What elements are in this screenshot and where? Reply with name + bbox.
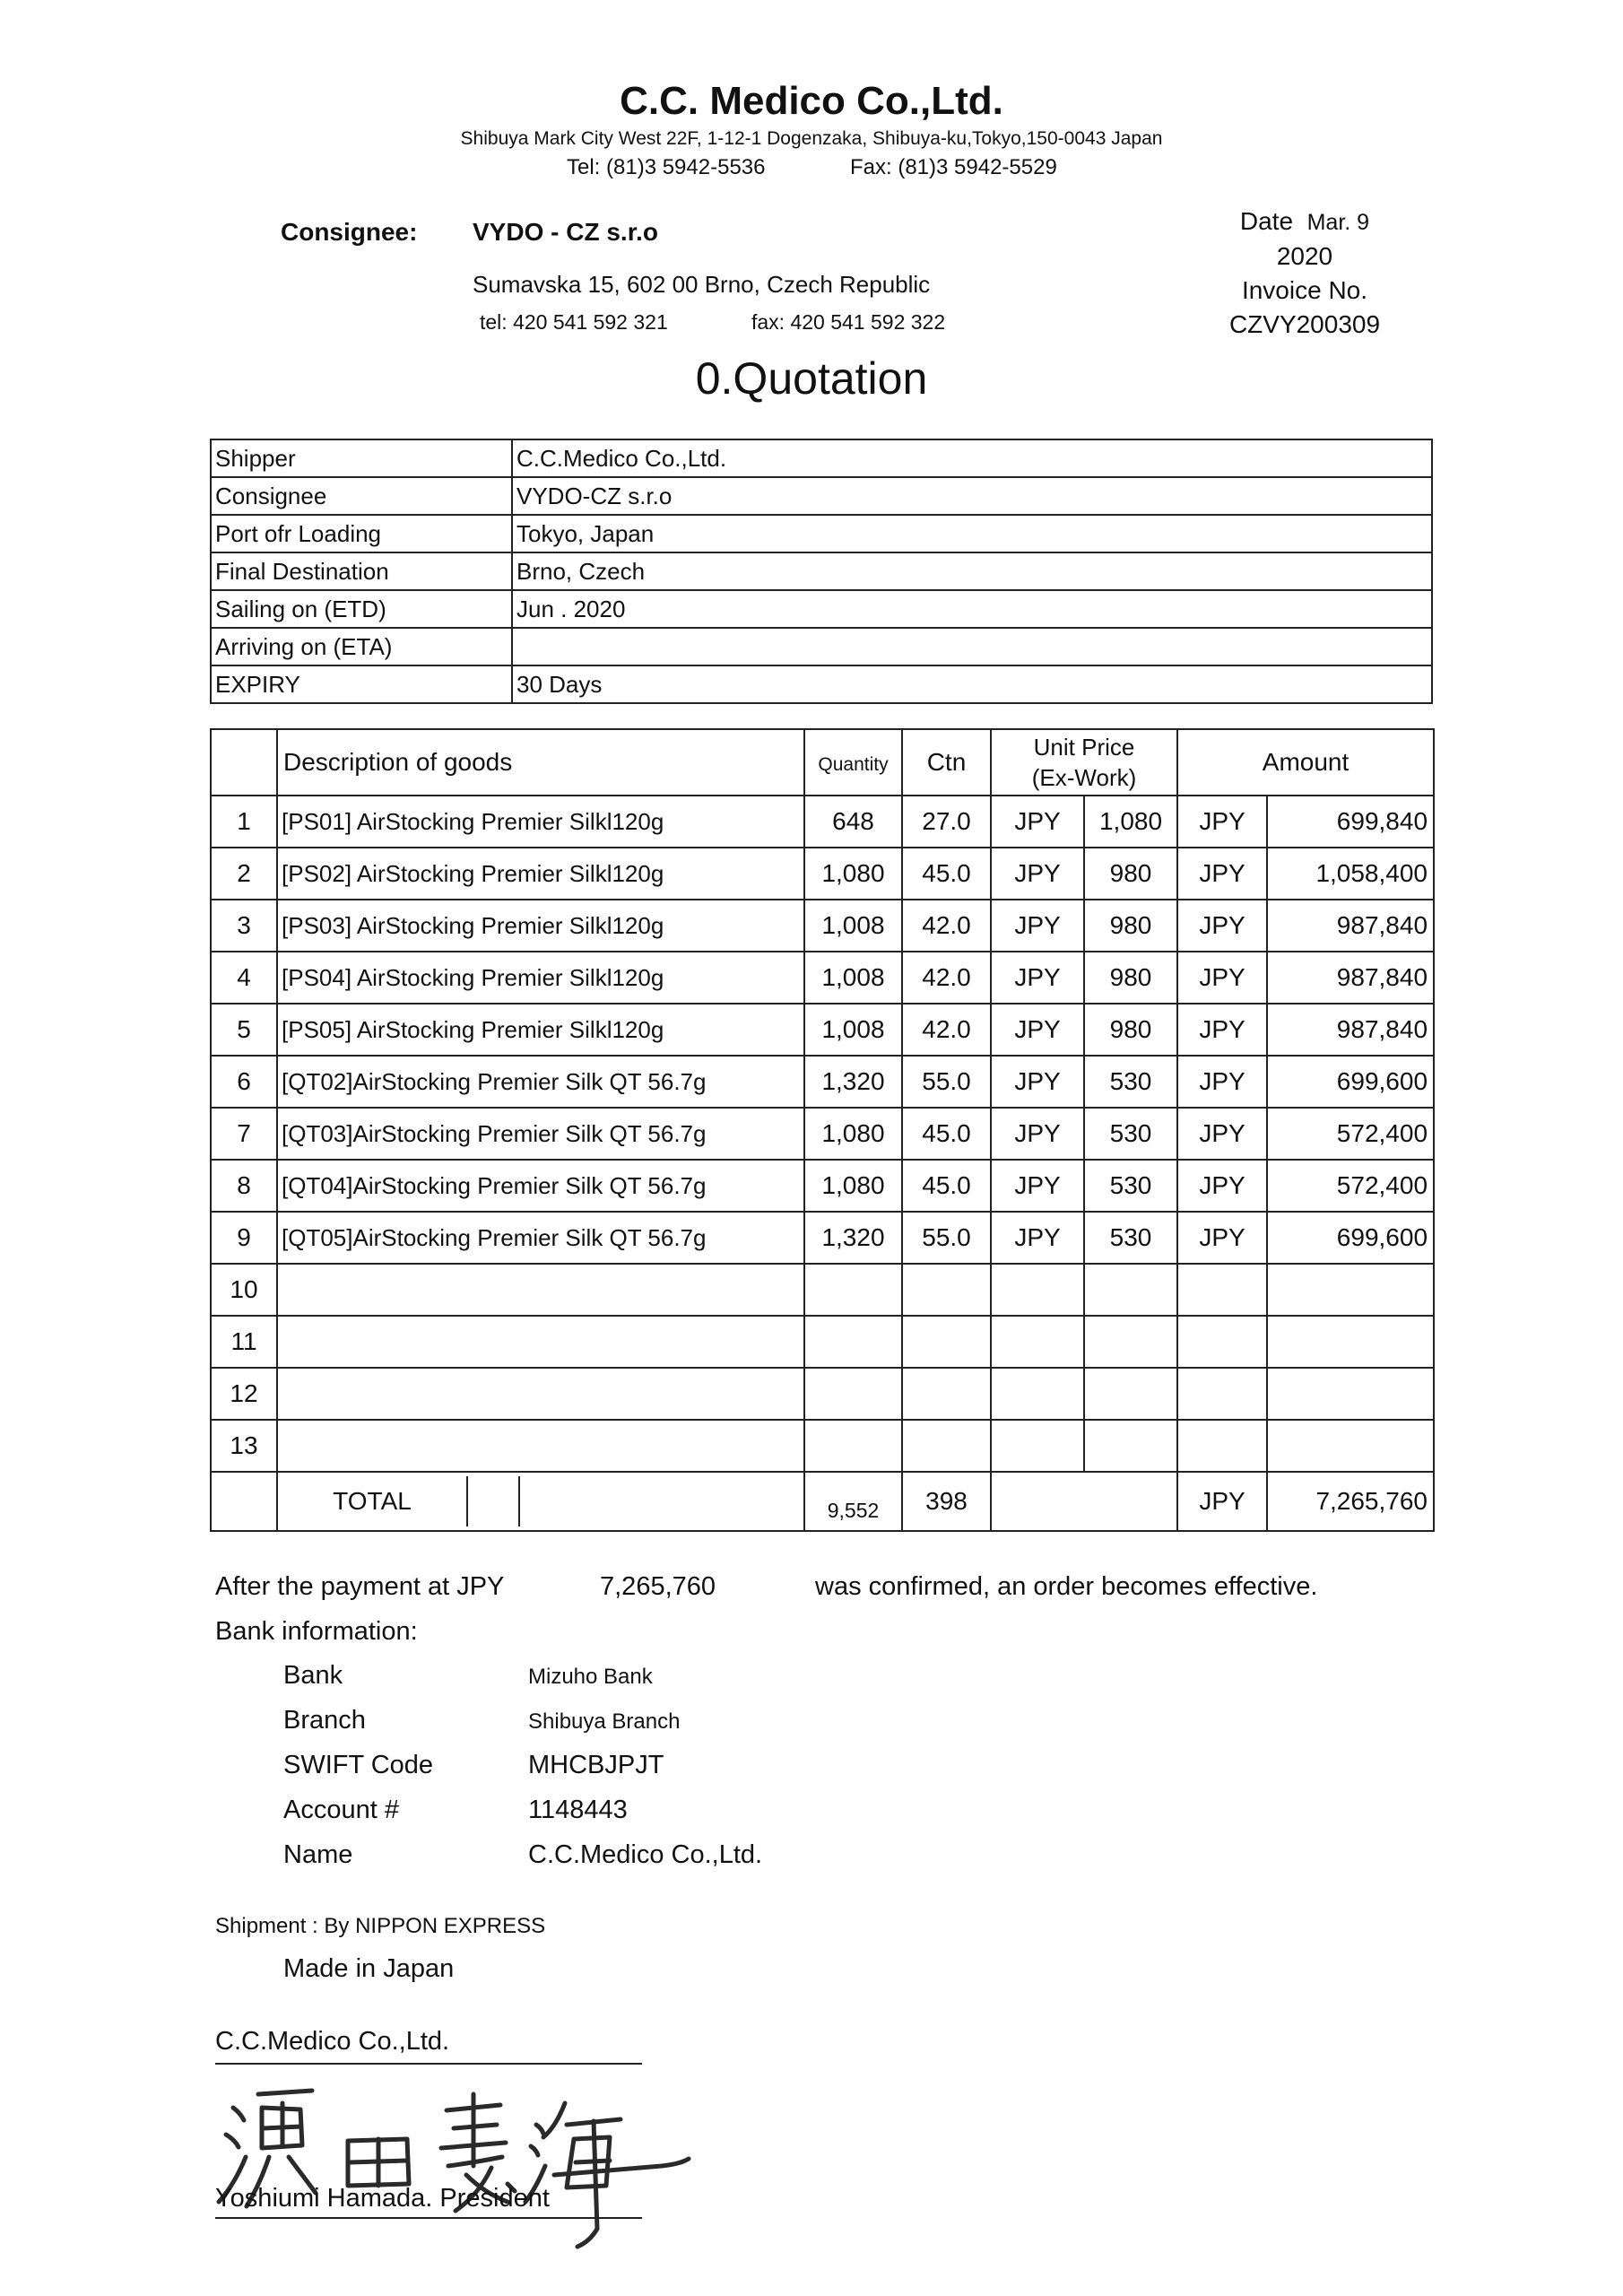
- payment-amount: 7,265,760: [600, 1572, 716, 1601]
- signature-rule: [215, 2063, 642, 2065]
- goods-row: [211, 900, 1434, 952]
- bank-value-name: C.C.Medico Co.,Ltd.: [528, 1840, 763, 1869]
- item-amount-currency: [1177, 1264, 1267, 1316]
- item-amount-currency: JPY: [1177, 900, 1267, 952]
- item-description: [QT05]AirStocking Premier Silk QT 56.7g: [277, 1212, 804, 1264]
- goods-row: [211, 1108, 1434, 1160]
- goods-header-row: [211, 729, 1434, 796]
- bank-value-swift: MHCBJPJT: [528, 1751, 664, 1779]
- total-label-cell: [277, 1472, 804, 1531]
- item-amount: 699,600: [1267, 1056, 1434, 1108]
- item-quantity: 1,008: [804, 1004, 902, 1056]
- shipment-line: Shipment : By NIPPON EXPRESS: [215, 1914, 546, 1938]
- item-description: [QT04]AirStocking Premier Silk QT 56.7g: [277, 1160, 804, 1212]
- row-number: 13: [211, 1420, 277, 1472]
- bank-value-branch: Shibuya Branch: [528, 1709, 681, 1734]
- shipping-value: Jun . 2020: [512, 590, 1432, 628]
- item-quantity: 1,320: [804, 1056, 902, 1108]
- header-ctn: Ctn: [902, 729, 991, 796]
- payment-prefix: After the payment at JPY: [215, 1572, 505, 1601]
- item-amount-currency: [1177, 1368, 1267, 1420]
- origin-line: Made in Japan: [283, 1954, 455, 1983]
- total-spacer: [520, 1476, 803, 1526]
- goods-row: [211, 1056, 1434, 1108]
- item-unit-price: 1,080: [1084, 796, 1177, 848]
- row-number: 11: [211, 1316, 277, 1368]
- signature-company: C.C.Medico Co.,Ltd.: [215, 2027, 450, 2056]
- invoice-label: Invoice No.: [1241, 276, 1368, 304]
- item-quantity: 1,080: [804, 1160, 902, 1212]
- signer-name: Yoshiumi Hamada. President: [215, 2184, 550, 2213]
- bank-heading: Bank information:: [215, 1617, 418, 1646]
- item-amount-currency: JPY: [1177, 1056, 1267, 1108]
- item-quantity: [804, 1316, 902, 1368]
- payment-suffix: was confirmed, an order becomes effective.: [815, 1572, 1318, 1601]
- item-price-currency: JPY: [991, 900, 1084, 952]
- item-ctn: [902, 1420, 991, 1472]
- item-amount: [1267, 1264, 1434, 1316]
- row-number: 1: [211, 796, 277, 848]
- bank-label-bank: Bank: [283, 1661, 343, 1690]
- shipping-value: 30 Days: [512, 665, 1432, 703]
- item-amount: 987,840: [1267, 900, 1434, 952]
- handwritten-signature: [206, 2067, 708, 2256]
- item-amount: [1267, 1316, 1434, 1368]
- item-ctn: 42.0: [902, 952, 991, 1004]
- item-amount: 987,840: [1267, 952, 1434, 1004]
- goods-row: [211, 1212, 1434, 1264]
- item-ctn: 42.0: [902, 1004, 991, 1056]
- item-quantity: 1,008: [804, 952, 902, 1004]
- date-block: [1202, 204, 1408, 342]
- item-price-currency: [991, 1420, 1084, 1472]
- item-amount-currency: JPY: [1177, 1212, 1267, 1264]
- signature-rule: [215, 2217, 642, 2219]
- item-unit-price: [1084, 1420, 1177, 1472]
- item-unit-price: [1084, 1316, 1177, 1368]
- item-unit-price: 980: [1084, 848, 1177, 900]
- item-amount: 987,840: [1267, 1004, 1434, 1056]
- goods-row: [211, 796, 1434, 848]
- item-price-currency: JPY: [991, 1108, 1084, 1160]
- shipping-label: Shipper: [211, 439, 512, 477]
- item-unit-price: 980: [1084, 900, 1177, 952]
- goods-row: [211, 1004, 1434, 1056]
- header-unit-price-line2: (Ex-Work): [1031, 764, 1137, 791]
- date-label: Date: [1239, 207, 1294, 235]
- item-ctn: 45.0: [902, 848, 991, 900]
- goods-body: [211, 796, 1434, 1472]
- item-ctn: 45.0: [902, 1160, 991, 1212]
- item-unit-price: [1084, 1368, 1177, 1420]
- item-unit-price: 980: [1084, 952, 1177, 1004]
- header-unit-price: [991, 729, 1177, 796]
- item-quantity: 1,080: [804, 848, 902, 900]
- item-price-currency: JPY: [991, 1004, 1084, 1056]
- item-unit-price: 530: [1084, 1056, 1177, 1108]
- item-description: [277, 1368, 804, 1420]
- shipping-row: [211, 477, 1432, 515]
- item-description: [PS01] AirStocking Premier Silkl120g: [277, 796, 804, 848]
- header-quantity-label: Quantity: [818, 754, 889, 775]
- shipping-value: Tokyo, Japan: [512, 515, 1432, 552]
- bank-label-branch: Branch: [283, 1706, 366, 1735]
- bank-value-account: 1148443: [528, 1796, 628, 1824]
- total-blank: [211, 1472, 277, 1531]
- item-amount-currency: JPY: [1177, 1004, 1267, 1056]
- bank-label-account: Account #: [283, 1796, 399, 1824]
- shipping-value: C.C.Medico Co.,Ltd.: [512, 439, 1432, 477]
- consignee-fax: fax: 420 541 592 322: [751, 310, 946, 334]
- item-unit-price: 530: [1084, 1160, 1177, 1212]
- item-price-currency: JPY: [991, 1212, 1084, 1264]
- item-amount-currency: JPY: [1177, 952, 1267, 1004]
- total-spacer: [468, 1476, 520, 1526]
- item-amount-currency: JPY: [1177, 1160, 1267, 1212]
- shipping-value: [512, 628, 1432, 665]
- item-unit-price: [1084, 1264, 1177, 1316]
- item-ctn: [902, 1264, 991, 1316]
- consignee-address: Sumavska 15, 602 00 Brno, Czech Republic: [473, 271, 931, 298]
- item-price-currency: JPY: [991, 1056, 1084, 1108]
- invoice-number: CZVY200309: [1228, 310, 1381, 338]
- row-number: 3: [211, 900, 277, 952]
- item-amount-currency: JPY: [1177, 1108, 1267, 1160]
- item-price-currency: JPY: [991, 1160, 1084, 1212]
- goods-row: [211, 848, 1434, 900]
- item-ctn: 27.0: [902, 796, 991, 848]
- company-fax: Fax: (81)3 5942-5529: [850, 155, 1057, 179]
- item-price-currency: [991, 1316, 1084, 1368]
- consignee-tel: tel: 420 541 592 321: [480, 310, 668, 334]
- total-quantity: 9,552: [804, 1472, 902, 1531]
- item-quantity: [804, 1264, 902, 1316]
- item-description: [PS02] AirStocking Premier Silkl120g: [277, 848, 804, 900]
- item-amount-currency: [1177, 1316, 1267, 1368]
- item-ctn: 55.0: [902, 1212, 991, 1264]
- row-number: 4: [211, 952, 277, 1004]
- goods-row: [211, 1264, 1434, 1316]
- row-number: 9: [211, 1212, 277, 1264]
- goods-table: [210, 728, 1435, 1532]
- shipping-label: Final Destination: [211, 552, 512, 590]
- item-amount: 572,400: [1267, 1160, 1434, 1212]
- shipping-row: [211, 590, 1432, 628]
- date-month-day: Mar. 9: [1306, 210, 1370, 235]
- item-quantity: 648: [804, 796, 902, 848]
- shipping-info-table: [210, 439, 1433, 704]
- shipping-label: Sailing on (ETD): [211, 590, 512, 628]
- document-title: 0.Quotation: [695, 353, 928, 404]
- item-ctn: 45.0: [902, 1108, 991, 1160]
- item-amount: 699,600: [1267, 1212, 1434, 1264]
- item-price-currency: JPY: [991, 952, 1084, 1004]
- item-amount-currency: [1177, 1420, 1267, 1472]
- item-amount: 699,840: [1267, 796, 1434, 848]
- header-unit-price-line1: Unit Price: [1033, 734, 1135, 761]
- row-number: 5: [211, 1004, 277, 1056]
- item-ctn: [902, 1316, 991, 1368]
- company-tel: Tel: (81)3 5942-5536: [567, 155, 766, 179]
- item-quantity: 1,008: [804, 900, 902, 952]
- goods-row: [211, 1420, 1434, 1472]
- shipping-label: Arriving on (ETA): [211, 628, 512, 665]
- item-ctn: 55.0: [902, 1056, 991, 1108]
- item-unit-price: 980: [1084, 1004, 1177, 1056]
- goods-row: [211, 1316, 1434, 1368]
- item-price-currency: [991, 1264, 1084, 1316]
- shipping-row: [211, 515, 1432, 552]
- shipping-row: [211, 665, 1432, 703]
- item-amount: 572,400: [1267, 1108, 1434, 1160]
- consignee-name: VYDO - CZ s.r.o: [473, 218, 658, 246]
- header-amount: Amount: [1177, 729, 1434, 796]
- shipping-value: Brno, Czech: [512, 552, 1432, 590]
- shipping-value: VYDO-CZ s.r.o: [512, 477, 1432, 515]
- item-description: [277, 1420, 804, 1472]
- total-currency: JPY: [1177, 1472, 1267, 1531]
- shipping-row: [211, 552, 1432, 590]
- row-number: 7: [211, 1108, 277, 1160]
- bank-label-name: Name: [283, 1840, 353, 1869]
- item-description: [277, 1316, 804, 1368]
- row-number: 12: [211, 1368, 277, 1420]
- total-amount: 7,265,760: [1267, 1472, 1434, 1531]
- goods-row: [211, 1160, 1434, 1212]
- total-label: TOTAL: [278, 1476, 468, 1526]
- item-unit-price: 530: [1084, 1212, 1177, 1264]
- row-number: 10: [211, 1264, 277, 1316]
- item-description: [PS03] AirStocking Premier Silkl120g: [277, 900, 804, 952]
- header-no: [211, 729, 277, 796]
- item-amount: 1,058,400: [1267, 848, 1434, 900]
- item-price-currency: JPY: [991, 848, 1084, 900]
- row-number: 6: [211, 1056, 277, 1108]
- header-quantity: [804, 729, 902, 796]
- total-ctn: 398: [902, 1472, 991, 1531]
- item-description: [QT03]AirStocking Premier Silk QT 56.7g: [277, 1108, 804, 1160]
- item-quantity: [804, 1420, 902, 1472]
- item-quantity: [804, 1368, 902, 1420]
- company-address: Shibuya Mark City West 22F, 1-12-1 Dogenzaka, Shibuya-ku,Tokyo,150-0043 Japan: [460, 128, 1163, 149]
- shipping-label: EXPIRY: [211, 665, 512, 703]
- total-price-blank: [991, 1472, 1177, 1531]
- goods-row: [211, 952, 1434, 1004]
- item-price-currency: JPY: [991, 796, 1084, 848]
- item-description: [PS04] AirStocking Premier Silkl120g: [277, 952, 804, 1004]
- row-number: 8: [211, 1160, 277, 1212]
- item-description: [277, 1264, 804, 1316]
- shipping-label: Port ofr Loading: [211, 515, 512, 552]
- item-price-currency: [991, 1368, 1084, 1420]
- item-ctn: [902, 1368, 991, 1420]
- item-description: [PS05] AirStocking Premier Silkl120g: [277, 1004, 804, 1056]
- item-quantity: 1,320: [804, 1212, 902, 1264]
- shipping-label: Consignee: [211, 477, 512, 515]
- shipping-row: [211, 439, 1432, 477]
- item-description: [QT02]AirStocking Premier Silk QT 56.7g: [277, 1056, 804, 1108]
- consignee-label: Consignee:: [281, 218, 418, 246]
- bank-label-swift: SWIFT Code: [283, 1751, 434, 1779]
- item-unit-price: 530: [1084, 1108, 1177, 1160]
- row-number: 2: [211, 848, 277, 900]
- shipping-row: [211, 628, 1432, 665]
- item-amount-currency: JPY: [1177, 796, 1267, 848]
- item-amount: [1267, 1420, 1434, 1472]
- date-year: 2020: [1276, 242, 1333, 270]
- bank-value-bank: Mizuho Bank: [528, 1665, 653, 1689]
- item-ctn: 42.0: [902, 900, 991, 952]
- item-amount-currency: JPY: [1177, 848, 1267, 900]
- item-amount: [1267, 1368, 1434, 1420]
- total-row: [211, 1472, 1434, 1531]
- header-description: Description of goods: [277, 729, 804, 796]
- item-quantity: 1,080: [804, 1108, 902, 1160]
- goods-row: [211, 1368, 1434, 1420]
- company-name: C.C. Medico Co.,Ltd.: [620, 79, 1003, 123]
